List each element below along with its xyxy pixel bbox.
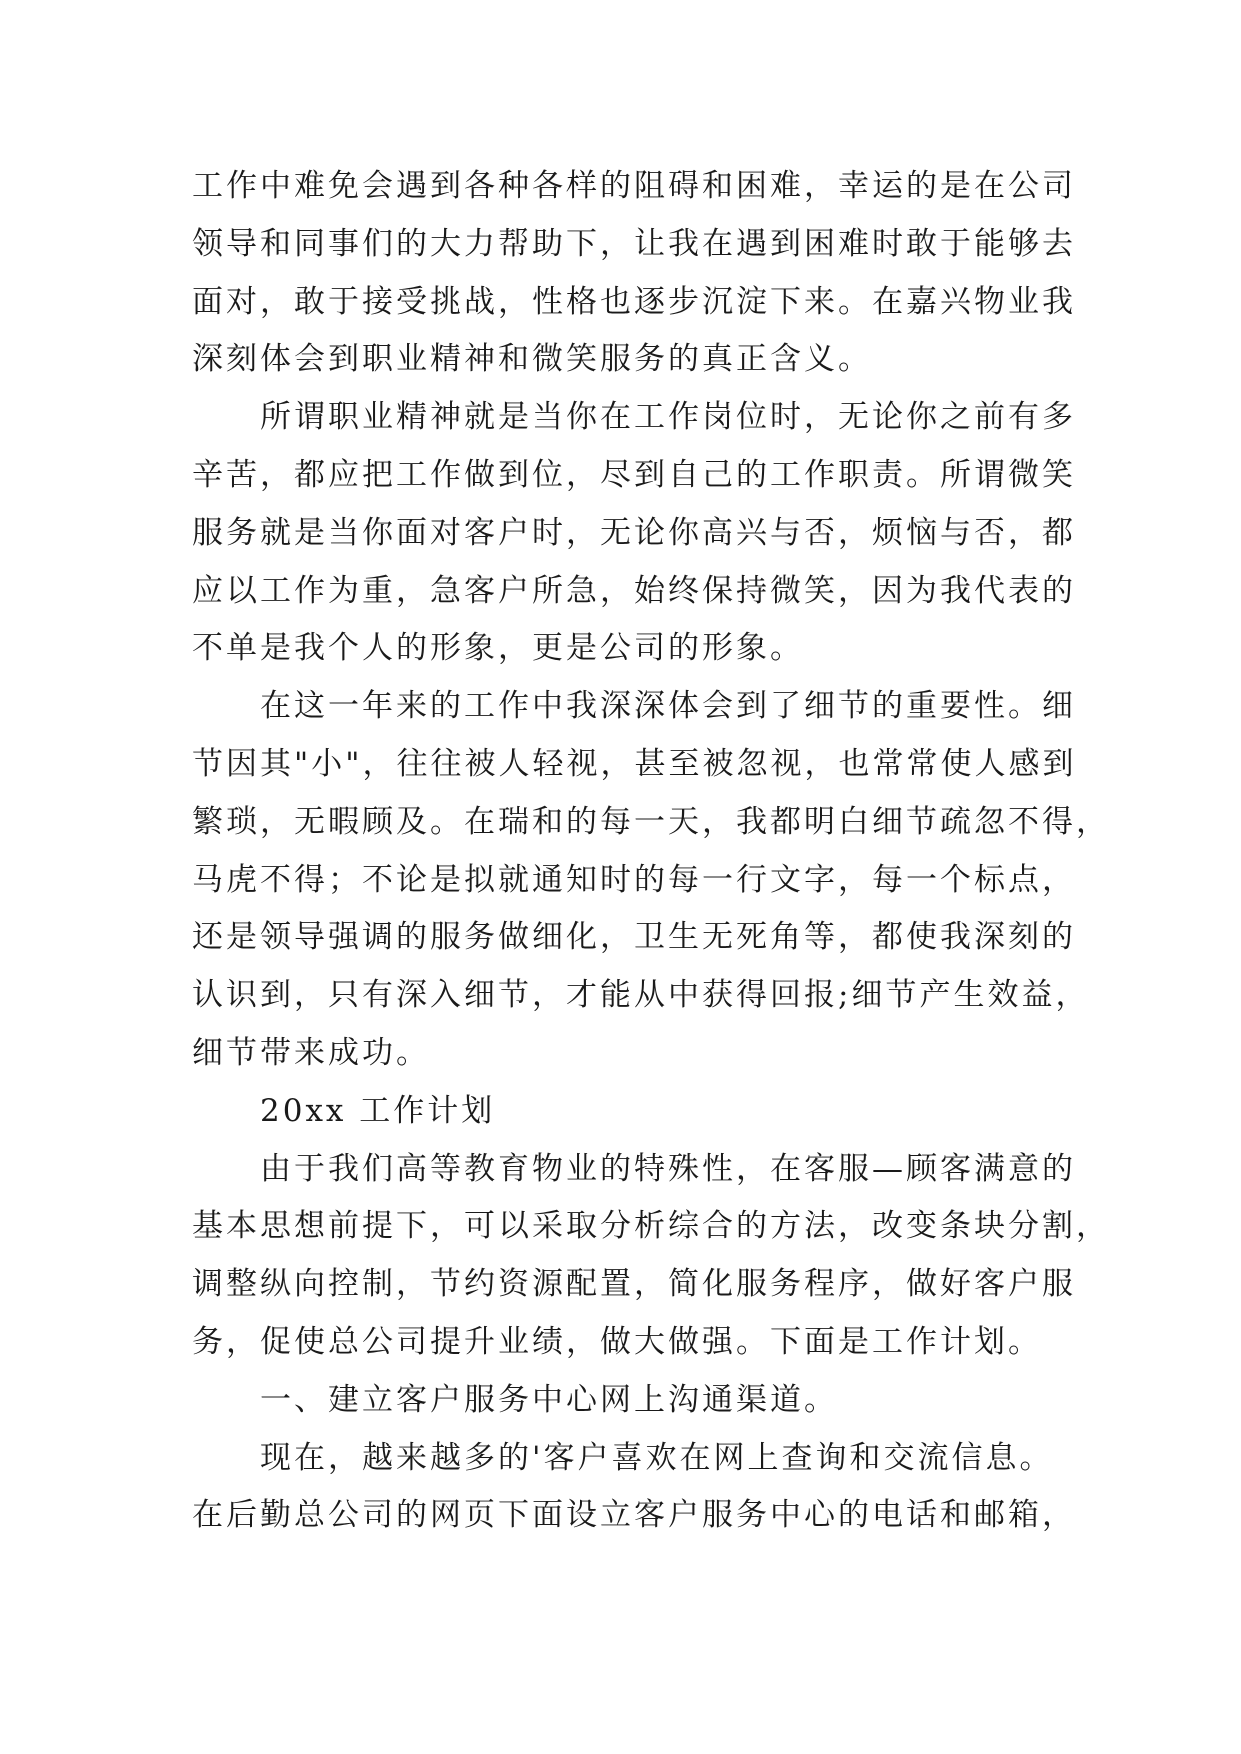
text-line: 服务就是当你面对客户时，无论你高兴与否，烦恼与否，都 [192,514,1076,551]
paragraph-start-line: 所谓职业精神就是当你在工作岗位时，无论你之前有多 [260,399,1076,436]
document-body [192,158,1110,1545]
text-line: 领导和同事们的大力帮助下，让我在遇到困难时敢于能够去 [192,225,1076,262]
text-line: 繁琐，无暇顾及。在瑞和的每一天，我都明白细节疏忽不得， [192,803,1110,840]
paragraph-start-line: 在这一年来的工作中我深深体会到了细节的重要性。细 [260,688,1076,725]
text-line: 务，促使总公司提升业绩，做大做强。下面是工作计划。 [192,1323,1042,1360]
text-line: 工作中难免会遇到各种各样的阻碍和困难，幸运的是在公司 [192,168,1076,204]
paragraph-start-line: 由于我们高等教育物业的特殊性，在客服—顾客满意的 [260,1150,1076,1187]
text-line: 在后勤总公司的网页下面设立客户服务中心的电话和邮箱， [192,1497,1076,1534]
text-line: 认识到，只有深入细节，才能从中获得回报;细节产生效益， [192,977,1090,1014]
text-line: 深刻体会到职业精神和微笑服务的真正含义。 [192,341,872,378]
list-heading: 一、建立客户服务中心网上沟通渠道。 [260,1381,838,1418]
text-line: 还是领导强调的服务做细化，卫生无死角等，都使我深刻的 [192,919,1076,956]
paragraph-start-line: 现在，越来越多的'客户喜欢在网上查询和交流信息。 [260,1439,1054,1476]
text-line: 细节带来成功。 [192,1034,430,1071]
text-line: 基本思想前提下，可以采取分析综合的方法，改变条块分割， [192,1208,1110,1245]
text-line: 不单是我个人的形象，更是公司的形象。 [192,630,804,667]
text-line: 节因其"小"，往往被人轻视，甚至被忽视，也常常使人感到 [192,745,1077,782]
text-line: 马虎不得；不论是拟就通知时的每一行文字，每一个标点， [192,861,1076,898]
text-line: 辛苦，都应把工作做到位，尽到自己的工作职责。所谓微笑 [192,456,1076,493]
text-line: 面对，敢于接受挑战，性格也逐步沉淀下来。在嘉兴物业我 [192,283,1076,320]
section-heading: 20xx 工作计划 [260,1092,496,1129]
text-line: 应以工作为重，急客户所急，始终保持微笑，因为我代表的 [192,572,1076,609]
text-line: 调整纵向控制，节约资源配置，简化服务程序，做好客户服 [192,1266,1076,1303]
